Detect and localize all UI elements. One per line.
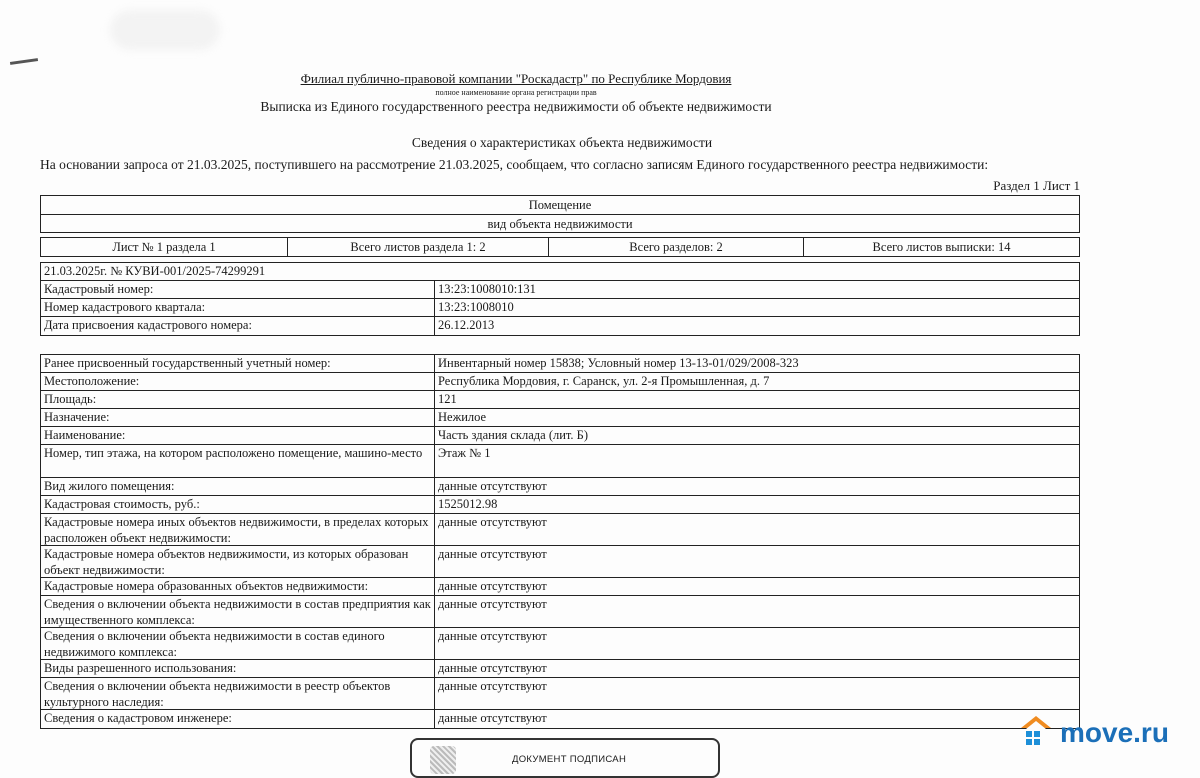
row-value: данные отсутствуют: [438, 679, 547, 693]
sheet-info-box: [40, 237, 1080, 257]
document-title: Выписка из Единого государственного реестра недвижимости об объекте недвижимости: [260, 99, 772, 114]
table-row: [41, 317, 1079, 335]
sections-total: Всего разделов: 2: [549, 238, 804, 256]
row-label: Виды разрешенного использования:: [41, 660, 435, 677]
row-value: данные отсутствуют: [438, 711, 547, 725]
row-value: Нежилое: [438, 410, 487, 424]
row-label: Дата присвоения кадастрового номера:: [41, 317, 435, 335]
table-row: [41, 427, 1079, 445]
object-kind-caption: вид объекта недвижимости: [487, 217, 633, 231]
table-row: [41, 445, 1079, 478]
sheets-in-section: Всего листов раздела 1: 2: [288, 238, 549, 256]
row-label: Ранее присвоенный государственный учетный номер:: [41, 355, 435, 372]
row-value: данные отсутствуют: [438, 515, 547, 529]
row-label: Местоположение:: [41, 373, 435, 390]
row-value: Этаж № 1: [438, 446, 491, 460]
row-label: Сведения о включении объекта недвижимости в реестр объектов культурного наследия:: [41, 678, 435, 709]
table-row: [41, 628, 1079, 660]
table-row: [41, 391, 1079, 409]
table-row: [41, 478, 1079, 496]
request-statement: На основании запроса от 21.03.2025, поступившего на рассмотрение 21.03.2025, сообщаем, что согласно записям Единого государственного реестра недвижимости:: [40, 157, 989, 172]
move-ru-watermark[interactable]: [1018, 716, 1169, 750]
table-row: [41, 596, 1079, 628]
table-row: [41, 660, 1079, 678]
row-label: Кадастровые номера иных объектов недвижимости, в пределах которых расположен объект недвижимости:: [41, 514, 435, 545]
row-label: Площадь:: [41, 391, 435, 408]
sheet-number: Лист № 1 раздела 1: [41, 238, 288, 256]
row-value: данные отсутствуют: [438, 661, 547, 675]
scan-mark: [10, 58, 38, 65]
row-label: Номер кадастрового квартала:: [41, 299, 435, 316]
row-value: данные отсутствуют: [438, 479, 547, 493]
characteristics-table: [40, 354, 1080, 729]
table-row: [41, 355, 1079, 373]
sheets-total: Всего листов выписки: 14: [872, 240, 1011, 254]
table-row: [41, 281, 1079, 299]
row-value: данные отсутствуют: [438, 629, 547, 643]
row-value: Часть здания склада (лит. Б): [438, 428, 589, 442]
table-row: [41, 578, 1079, 596]
section-reference: Раздел 1 Лист 1: [993, 178, 1080, 193]
object-kind-box: [40, 195, 1080, 233]
row-label: Назначение:: [41, 409, 435, 426]
table-row: [41, 409, 1079, 427]
row-label: Кадастровый номер:: [41, 281, 435, 298]
table-row: [41, 373, 1079, 391]
row-value: 13:23:1008010: [438, 300, 514, 314]
scan-blur-patch: [110, 10, 220, 50]
row-label: Сведения о включении объекта недвижимости в состав единого недвижимого комплекса:: [41, 628, 435, 659]
cadastral-box: [40, 262, 1080, 336]
row-value: данные отсутствуют: [438, 547, 547, 561]
row-value: данные отсутствуют: [438, 579, 547, 593]
row-value: 13:23:1008010:131: [438, 282, 536, 296]
table-row: [41, 496, 1079, 514]
table-row: [41, 546, 1079, 578]
signature-stamp-text: ДОКУМЕНТ ПОДПИСАН: [512, 754, 627, 765]
row-value: данные отсутствуют: [438, 597, 547, 611]
house-icon: [1018, 716, 1054, 750]
table-row: [41, 514, 1079, 546]
row-label: Сведения о включении объекта недвижимости в состав предприятия как имущественного комплекса:: [41, 596, 435, 627]
object-kind-value: Помещение: [41, 196, 1079, 215]
row-label: Наименование:: [41, 427, 435, 444]
row-label: Кадастровые номера объектов недвижимости, из которых образован объект недвижимости:: [41, 546, 435, 577]
table-row: [41, 299, 1079, 317]
table-row: [41, 678, 1079, 710]
coat-of-arms-icon: [430, 746, 456, 774]
row-label: Кадастровые номера образованных объектов недвижимости:: [41, 578, 435, 595]
row-label: Вид жилого помещения:: [41, 478, 435, 495]
row-value: 1525012.98: [438, 497, 498, 511]
row-value: Инвентарный номер 15838; Условный номер 13-13-01/029/2008-323: [438, 356, 799, 370]
organization-name: Филиал публично-правовой компании "Роскадастр" по Республике Мордовия: [300, 71, 732, 86]
row-label: Сведения о кадастровом инженере:: [41, 710, 435, 728]
section-title: Сведения о характеристиках объекта недвижимости: [411, 135, 713, 150]
row-label: Номер, тип этажа, на котором расположено помещение, машино-место: [41, 445, 435, 477]
row-value: Республика Мордовия, г. Саранск, ул. 2-я Промышленная, д. 7: [438, 374, 770, 388]
row-label: Кадастровая стоимость, руб.:: [41, 496, 435, 513]
watermark-text: move.ru: [1060, 717, 1169, 748]
digital-signature-stamp: [410, 738, 720, 778]
organization-caption: полное наименование органа регистрации прав: [435, 88, 597, 97]
request-reference: 21.03.2025г. № КУВИ-001/2025-74299291: [41, 263, 1079, 281]
row-value: 26.12.2013: [438, 318, 495, 332]
table-row: [41, 710, 1079, 728]
row-value: 121: [438, 392, 457, 406]
